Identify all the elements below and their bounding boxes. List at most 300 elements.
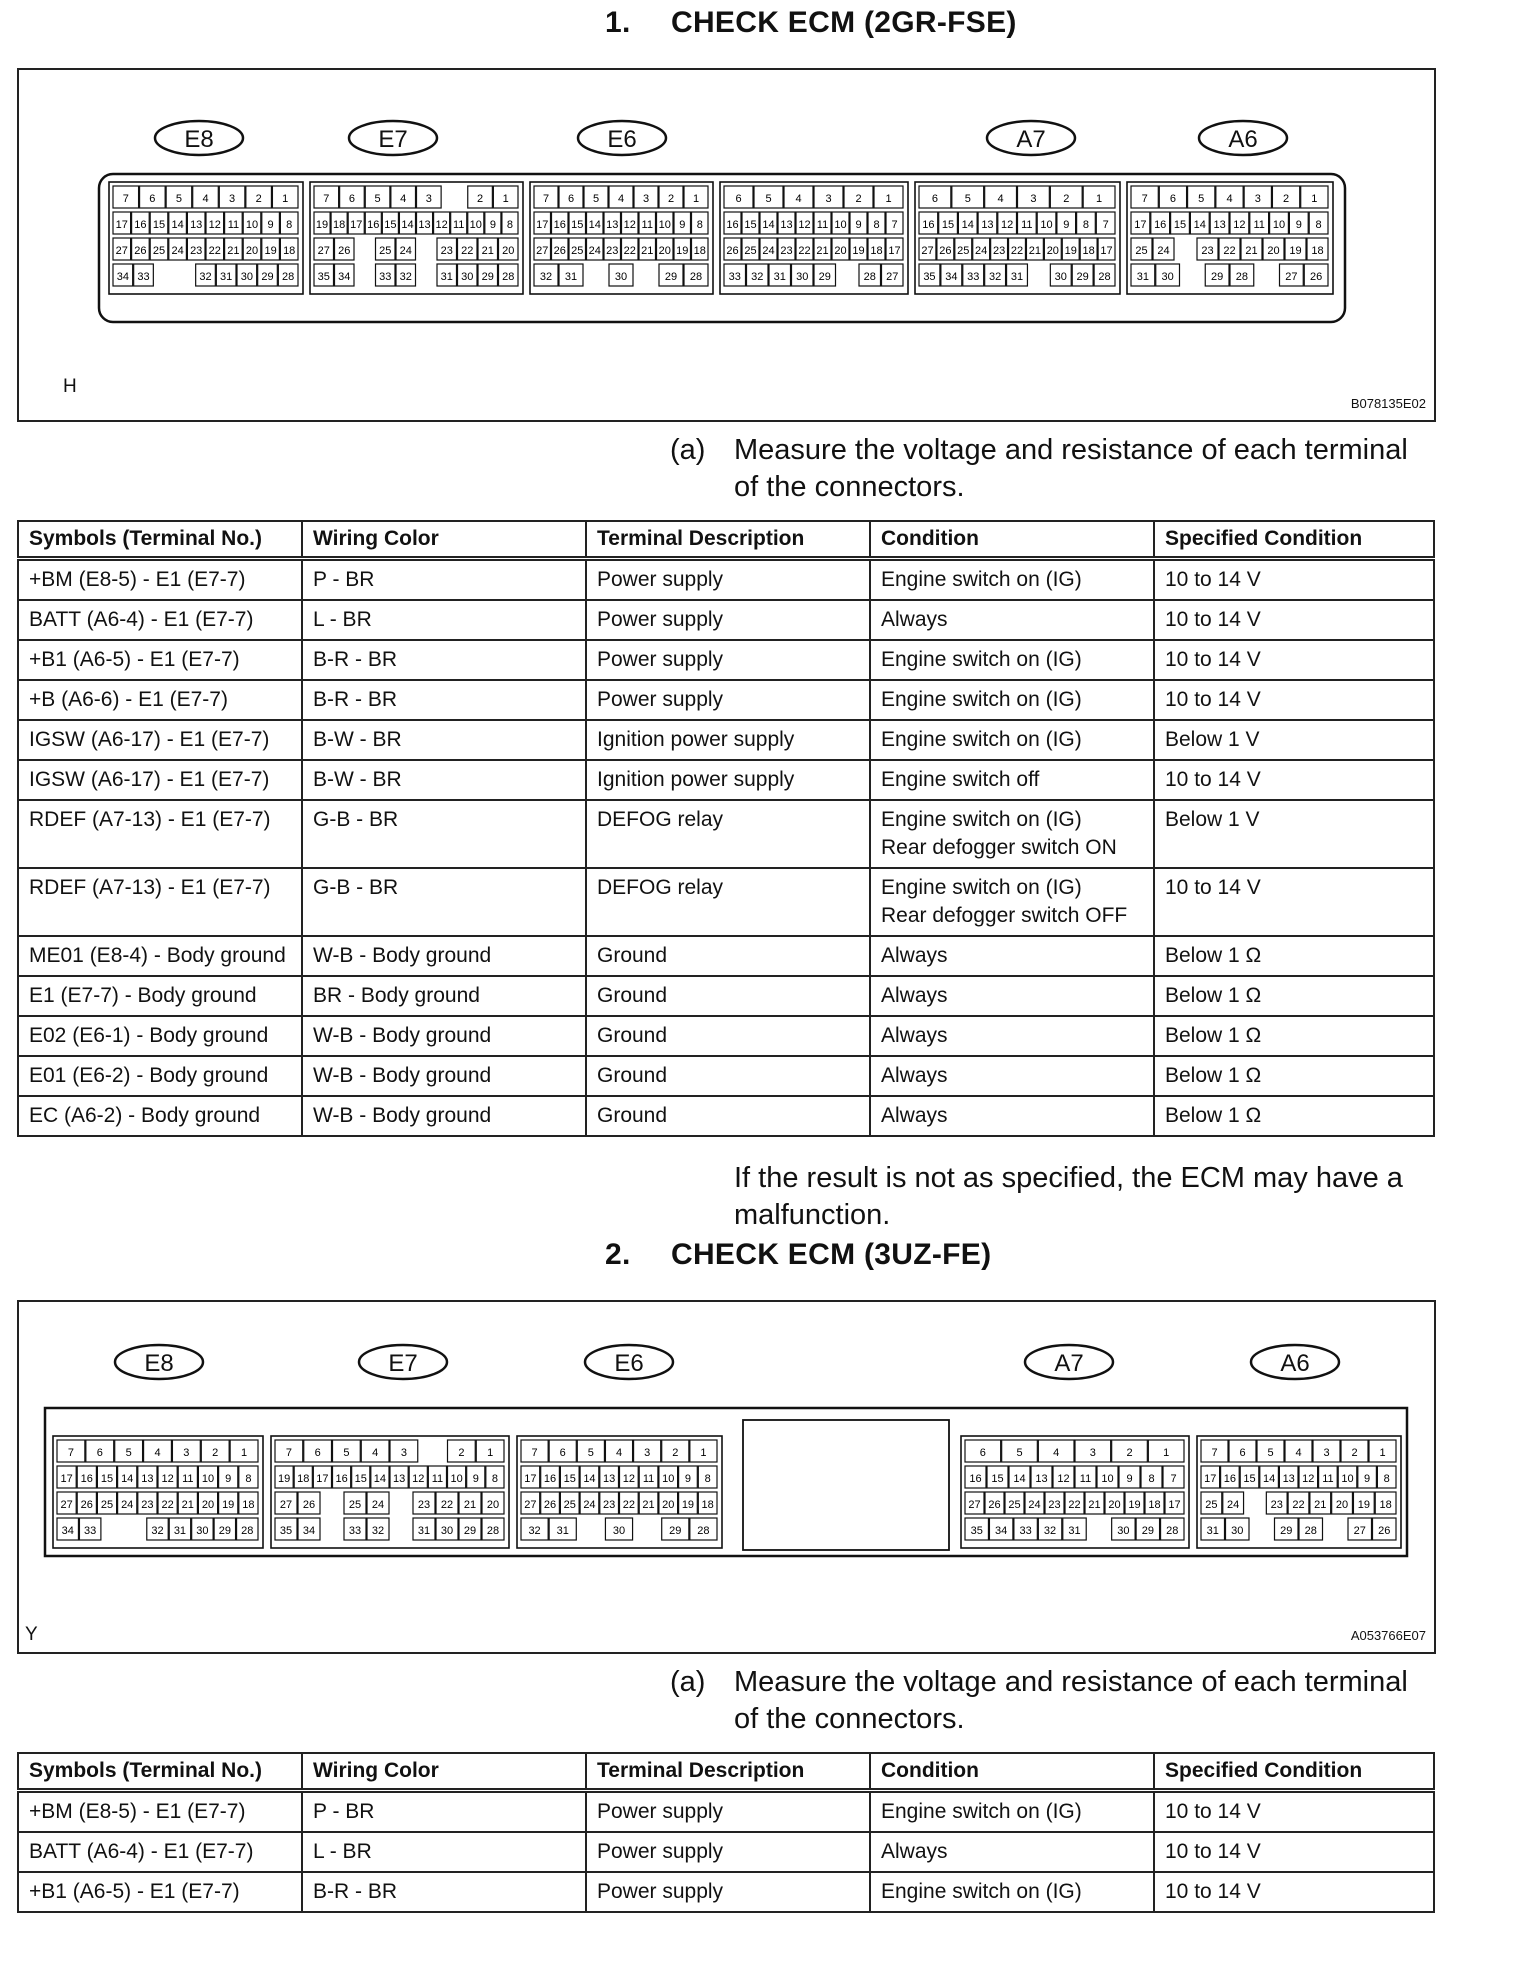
svg-text:31: 31: [556, 1525, 569, 1537]
svg-text:21: 21: [1245, 245, 1258, 257]
svg-text:13: 13: [606, 219, 619, 231]
cell-specified-condition: 10 to 14 V: [1154, 1832, 1434, 1872]
cell-wiring-color: P - BR: [302, 559, 586, 601]
table-row: [18, 1096, 1434, 1136]
svg-text:15: 15: [941, 219, 955, 231]
svg-text:18: 18: [333, 219, 346, 231]
svg-text:21: 21: [1314, 1499, 1327, 1511]
svg-text:19: 19: [676, 245, 689, 257]
svg-text:28: 28: [863, 271, 876, 283]
svg-text:30: 30: [440, 1525, 454, 1537]
cell-symbols: +B1 (A6-5) - E1 (E7-7): [18, 1872, 302, 1912]
svg-text:20: 20: [1267, 245, 1280, 257]
svg-text:25: 25: [1205, 1499, 1218, 1511]
svg-text:14: 14: [588, 219, 601, 231]
step-label: (a): [670, 434, 706, 466]
svg-text:6: 6: [314, 1447, 321, 1459]
svg-text:7: 7: [891, 219, 898, 231]
svg-text:23: 23: [417, 1499, 431, 1511]
cell-wiring-color: W-B - Body ground: [302, 1016, 586, 1056]
svg-text:7: 7: [1170, 1473, 1177, 1485]
svg-text:5: 5: [175, 193, 182, 205]
cell-terminal-description: Ground: [586, 936, 870, 976]
svg-text:12: 12: [412, 1473, 425, 1485]
svg-text:10: 10: [658, 219, 671, 231]
figure-2-letter: Y: [25, 1624, 38, 1645]
figure-1-code: B078135E02: [1350, 396, 1426, 411]
svg-text:23: 23: [606, 245, 619, 257]
cell-specified-condition: Below 1 Ω: [1154, 936, 1434, 976]
svg-text:1: 1: [1096, 193, 1103, 205]
spec-table-2: [17, 1752, 1435, 1913]
svg-text:31: 31: [773, 271, 786, 283]
svg-text:9: 9: [1364, 1473, 1371, 1485]
table-header-row: [18, 1753, 1434, 1791]
cell-terminal-description: Ground: [586, 1096, 870, 1136]
svg-text:7: 7: [1211, 1447, 1218, 1459]
svg-text:28: 28: [689, 271, 703, 283]
svg-text:4: 4: [617, 193, 625, 205]
connector-label-e7: E7: [378, 126, 408, 153]
connector-label-a6: A6: [1228, 126, 1258, 153]
svg-text:7: 7: [1141, 193, 1148, 205]
connector-blank-housing: [743, 1420, 949, 1550]
cell-terminal-description: Power supply: [586, 680, 870, 720]
svg-text:6: 6: [735, 193, 742, 205]
svg-text:34: 34: [338, 271, 351, 283]
cell-terminal-description: Power supply: [586, 1791, 870, 1833]
cell-condition: Engine switch on (IG): [870, 1872, 1154, 1912]
table-row: [18, 1872, 1434, 1912]
svg-text:22: 22: [1068, 1499, 1081, 1511]
svg-text:18: 18: [242, 1499, 255, 1511]
svg-text:8: 8: [704, 1473, 711, 1485]
svg-text:26: 26: [338, 245, 351, 257]
cell-condition: Always: [870, 1016, 1154, 1056]
svg-text:14: 14: [1262, 1473, 1276, 1485]
connector-label-a7: A7: [1016, 126, 1046, 153]
svg-text:24: 24: [1157, 245, 1170, 257]
cell-terminal-description: Power supply: [586, 640, 870, 680]
svg-text:13: 13: [190, 219, 203, 231]
svg-text:1: 1: [885, 193, 892, 205]
svg-text:8: 8: [491, 1473, 498, 1485]
cell-wiring-color: BR - Body ground: [302, 976, 586, 1016]
connector-diagram-2gr: [19, 70, 1434, 420]
svg-text:15: 15: [744, 219, 757, 231]
svg-text:4: 4: [795, 193, 802, 205]
svg-text:30: 30: [614, 271, 628, 283]
svg-text:10: 10: [1040, 219, 1053, 231]
cell-condition: Always: [870, 1832, 1154, 1872]
svg-text:33: 33: [84, 1525, 97, 1537]
svg-text:3: 3: [400, 1447, 407, 1459]
svg-text:17: 17: [1134, 219, 1147, 231]
svg-text:20: 20: [1046, 245, 1059, 257]
svg-text:14: 14: [373, 1473, 387, 1485]
svg-text:24: 24: [1227, 1499, 1240, 1511]
cell-symbols: +B1 (A6-5) - E1 (E7-7): [18, 640, 302, 680]
svg-text:16: 16: [969, 1473, 982, 1485]
svg-text:2: 2: [1351, 1447, 1358, 1459]
svg-text:32: 32: [1043, 1525, 1057, 1537]
svg-text:9: 9: [1126, 1473, 1133, 1485]
svg-text:3: 3: [1323, 1447, 1330, 1459]
svg-text:30: 30: [196, 1525, 209, 1537]
svg-text:27: 27: [1353, 1525, 1366, 1537]
cell-wiring-color: B-R - BR: [302, 640, 586, 680]
cell-wiring-color: B-R - BR: [302, 680, 586, 720]
svg-text:33: 33: [1019, 1525, 1032, 1537]
svg-text:12: 12: [1233, 219, 1246, 231]
cell-specified-condition: 10 to 14 V: [1154, 640, 1434, 680]
cell-terminal-description: Power supply: [586, 1872, 870, 1912]
svg-text:21: 21: [641, 245, 654, 257]
svg-text:30: 30: [240, 271, 253, 283]
svg-text:15: 15: [991, 1473, 1004, 1485]
svg-text:29: 29: [818, 271, 831, 283]
svg-text:15: 15: [384, 219, 397, 231]
svg-text:25: 25: [744, 245, 757, 257]
svg-text:25: 25: [1008, 1499, 1021, 1511]
svg-text:19: 19: [277, 1473, 291, 1485]
connector-label-e8: E8: [184, 126, 214, 153]
svg-text:23: 23: [603, 1499, 616, 1511]
svg-text:6: 6: [979, 1447, 986, 1459]
svg-text:26: 26: [1310, 271, 1323, 283]
cell-wiring-color: G-B - BR: [302, 868, 586, 936]
cell-wiring-color: B-W - BR: [302, 760, 586, 800]
svg-text:3: 3: [1089, 1447, 1096, 1459]
svg-text:26: 26: [134, 245, 147, 257]
svg-text:2: 2: [667, 193, 675, 205]
svg-text:34: 34: [945, 271, 958, 283]
cell-symbols: +BM (E8-5) - E1 (E7-7): [18, 559, 302, 601]
svg-text:24: 24: [762, 245, 775, 257]
svg-text:35: 35: [923, 271, 936, 283]
svg-text:17: 17: [1168, 1499, 1181, 1511]
svg-text:22: 22: [1223, 245, 1236, 257]
svg-text:3: 3: [1030, 193, 1037, 205]
svg-text:6: 6: [96, 1447, 103, 1459]
svg-text:19: 19: [315, 219, 329, 231]
figure-2-code: A053766E07: [1350, 1628, 1426, 1643]
svg-text:17: 17: [115, 219, 128, 231]
svg-text:31: 31: [220, 271, 233, 283]
table-row: [18, 1016, 1434, 1056]
svg-text:25: 25: [348, 1499, 362, 1511]
connector-a7: [915, 182, 1120, 294]
svg-text:5: 5: [1016, 1447, 1023, 1459]
svg-text:11: 11: [642, 1473, 655, 1485]
svg-text:33: 33: [967, 271, 980, 283]
header-wiring-color: Wiring Color: [302, 521, 586, 559]
table-row: [18, 936, 1434, 976]
svg-text:29: 29: [481, 271, 494, 283]
svg-text:4: 4: [1295, 1447, 1302, 1459]
svg-text:7: 7: [285, 1447, 292, 1459]
svg-text:16: 16: [553, 219, 566, 231]
cell-terminal-description: DEFOG relay: [586, 800, 870, 868]
svg-text:4: 4: [615, 1447, 623, 1459]
connector-a7: [961, 1436, 1189, 1548]
cell-symbols: IGSW (A6-17) - E1 (E7-7): [18, 760, 302, 800]
svg-text:24: 24: [121, 1499, 134, 1511]
svg-text:7: 7: [531, 1447, 538, 1459]
svg-text:34: 34: [302, 1525, 316, 1537]
svg-text:32: 32: [151, 1525, 164, 1537]
svg-text:11: 11: [1253, 219, 1265, 231]
svg-text:13: 13: [1035, 1473, 1048, 1485]
section-1-heading: CHECK ECM (2GR-FSE): [671, 6, 1017, 39]
cell-symbols: ME01 (E8-4) - Body ground: [18, 936, 302, 976]
svg-text:4: 4: [154, 1447, 161, 1459]
svg-text:21: 21: [816, 245, 829, 257]
svg-text:29: 29: [1280, 1525, 1293, 1537]
svg-text:9: 9: [472, 1473, 479, 1485]
svg-text:2: 2: [1126, 1447, 1133, 1459]
svg-text:20: 20: [486, 1499, 500, 1511]
svg-text:10: 10: [834, 219, 847, 231]
svg-text:2: 2: [477, 193, 484, 205]
connector-figure-1: [17, 68, 1436, 422]
svg-text:3: 3: [825, 193, 832, 205]
svg-text:24: 24: [975, 245, 988, 257]
svg-text:26: 26: [726, 245, 739, 257]
svg-text:27: 27: [536, 245, 549, 257]
svg-text:10: 10: [1101, 1473, 1114, 1485]
cell-condition: Engine switch on (IG) Rear defogger switch OFF: [870, 868, 1154, 936]
svg-text:26: 26: [988, 1499, 1001, 1511]
table-row: [18, 760, 1434, 800]
connector-label-e6: E6: [607, 126, 637, 153]
svg-text:20: 20: [662, 1499, 675, 1511]
svg-text:31: 31: [564, 271, 578, 283]
cell-wiring-color: B-R - BR: [302, 1872, 586, 1912]
svg-text:25: 25: [100, 1499, 114, 1511]
svg-text:12: 12: [161, 1473, 174, 1485]
svg-text:30: 30: [1231, 1525, 1244, 1537]
svg-text:16: 16: [134, 219, 147, 231]
svg-text:11: 11: [1079, 1473, 1092, 1485]
connector-blank: [720, 182, 908, 294]
svg-text:16: 16: [1154, 219, 1167, 231]
svg-text:12: 12: [435, 219, 448, 231]
svg-text:1: 1: [692, 193, 700, 205]
cell-specified-condition: 10 to 14 V: [1154, 680, 1434, 720]
svg-text:22: 22: [208, 245, 221, 257]
cell-wiring-color: L - BR: [302, 1832, 586, 1872]
cell-condition: Engine switch on (IG) Rear defogger switch ON: [870, 800, 1154, 868]
svg-text:31: 31: [1010, 271, 1024, 283]
svg-text:13: 13: [392, 1473, 406, 1485]
cell-specified-condition: Below 1 Ω: [1154, 1016, 1434, 1056]
svg-text:24: 24: [1028, 1499, 1041, 1511]
cell-terminal-description: Ground: [586, 1056, 870, 1096]
table-row: [18, 1791, 1434, 1833]
svg-text:3: 3: [425, 193, 432, 205]
header-terminal-description: Terminal Description: [586, 521, 870, 559]
svg-text:9: 9: [489, 219, 496, 231]
svg-text:7: 7: [323, 193, 330, 205]
svg-text:15: 15: [100, 1473, 114, 1485]
step-text: Measure the voltage and resistance of each terminal of the connectors.: [734, 434, 1408, 503]
svg-text:10: 10: [245, 219, 259, 231]
spec-table-1-body: [18, 559, 1434, 1137]
svg-text:18: 18: [870, 245, 883, 257]
svg-text:27: 27: [968, 1499, 981, 1511]
connector-e7: [271, 1436, 509, 1548]
cell-specified-condition: 10 to 14 V: [1154, 1791, 1434, 1833]
connector-e6: [517, 1436, 722, 1548]
svg-text:11: 11: [182, 1473, 194, 1485]
svg-text:8: 8: [696, 219, 703, 231]
table-header-row: [18, 521, 1434, 559]
svg-text:9: 9: [1063, 219, 1070, 231]
cell-condition: Engine switch on (IG): [870, 720, 1154, 760]
svg-text:7: 7: [122, 193, 129, 205]
svg-text:23: 23: [1270, 1499, 1283, 1511]
svg-text:3: 3: [229, 193, 236, 205]
connector-label-a7: A7: [1054, 1350, 1084, 1377]
svg-text:20: 20: [245, 245, 259, 257]
svg-text:22: 22: [161, 1499, 174, 1511]
svg-text:2: 2: [212, 1447, 219, 1459]
cell-symbols: RDEF (A7-13) - E1 (E7-7): [18, 800, 302, 868]
svg-text:15: 15: [563, 1473, 576, 1485]
cell-terminal-description: Ignition power supply: [586, 720, 870, 760]
svg-text:17: 17: [1204, 1473, 1217, 1485]
svg-text:10: 10: [450, 1473, 463, 1485]
svg-text:27: 27: [921, 245, 934, 257]
header-specified-condition: Specified Condition: [1154, 1753, 1434, 1791]
cell-specified-condition: Below 1 V: [1154, 720, 1434, 760]
svg-text:29: 29: [664, 271, 678, 283]
svg-text:24: 24: [588, 245, 601, 257]
cell-specified-condition: 10 to 14 V: [1154, 559, 1434, 601]
svg-text:9: 9: [684, 1473, 692, 1485]
svg-text:34: 34: [61, 1525, 74, 1537]
svg-text:6: 6: [567, 193, 575, 205]
cell-condition: Engine switch on (IG): [870, 559, 1154, 601]
svg-text:5: 5: [765, 193, 772, 205]
svg-text:33: 33: [728, 271, 741, 283]
svg-text:17: 17: [1100, 245, 1113, 257]
svg-text:32: 32: [371, 1525, 385, 1537]
spec-table-1: [17, 520, 1435, 1137]
svg-text:6: 6: [348, 193, 355, 205]
svg-text:8: 8: [245, 1473, 252, 1485]
svg-text:1: 1: [1311, 193, 1318, 205]
section-1-step-a: [670, 432, 1414, 506]
svg-text:14: 14: [171, 219, 184, 231]
svg-text:12: 12: [798, 219, 811, 231]
svg-text:2: 2: [458, 1447, 465, 1459]
svg-text:1: 1: [1379, 1447, 1386, 1459]
cell-condition: Engine switch on (IG): [870, 640, 1154, 680]
svg-text:21: 21: [227, 245, 240, 257]
svg-text:22: 22: [622, 1499, 635, 1511]
cell-symbols: BATT (A6-4) - E1 (E7-7): [18, 1832, 302, 1872]
svg-text:23: 23: [1048, 1499, 1061, 1511]
svg-text:12: 12: [1057, 1473, 1070, 1485]
svg-text:29: 29: [669, 1525, 682, 1537]
svg-text:30: 30: [1161, 271, 1174, 283]
svg-text:2: 2: [855, 193, 862, 205]
svg-text:30: 30: [796, 271, 809, 283]
svg-text:24: 24: [171, 245, 184, 257]
svg-text:13: 13: [1282, 1473, 1295, 1485]
connector-a6: [1197, 1436, 1401, 1548]
svg-text:11: 11: [1322, 1473, 1334, 1485]
cell-specified-condition: 10 to 14 V: [1154, 1872, 1434, 1912]
svg-text:24: 24: [399, 245, 412, 257]
cell-specified-condition: Below 1 Ω: [1154, 1096, 1434, 1136]
svg-text:4: 4: [1053, 1447, 1060, 1459]
svg-text:9: 9: [855, 219, 862, 231]
svg-text:22: 22: [623, 245, 636, 257]
svg-text:22: 22: [440, 1499, 454, 1511]
svg-text:5: 5: [1198, 193, 1205, 205]
svg-text:7: 7: [1102, 219, 1109, 231]
svg-text:23: 23: [1201, 245, 1214, 257]
svg-text:23: 23: [992, 245, 1006, 257]
svg-text:16: 16: [922, 219, 935, 231]
svg-text:32: 32: [399, 271, 412, 283]
svg-text:11: 11: [452, 219, 465, 231]
cell-symbols: E01 (E6-2) - Body ground: [18, 1056, 302, 1096]
svg-text:17: 17: [350, 219, 363, 231]
svg-text:17: 17: [524, 1473, 537, 1485]
svg-text:13: 13: [981, 219, 994, 231]
step-text: Measure the voltage and resistance of each terminal of the connectors.: [734, 1666, 1408, 1735]
svg-text:32: 32: [199, 271, 212, 283]
svg-text:14: 14: [121, 1473, 134, 1485]
table-row: [18, 680, 1434, 720]
svg-text:5: 5: [592, 193, 600, 205]
svg-text:14: 14: [1013, 1473, 1026, 1485]
svg-text:29: 29: [1211, 271, 1224, 283]
svg-text:3: 3: [642, 193, 650, 205]
cell-symbols: BATT (A6-4) - E1 (E7-7): [18, 600, 302, 640]
svg-text:26: 26: [302, 1499, 316, 1511]
cell-symbols: E1 (E7-7) - Body ground: [18, 976, 302, 1016]
svg-text:1: 1: [282, 193, 289, 205]
cell-specified-condition: Below 1 Ω: [1154, 976, 1434, 1016]
svg-text:2: 2: [1063, 193, 1070, 205]
svg-text:5: 5: [964, 193, 971, 205]
connector-a6: [1127, 182, 1333, 294]
header-wiring-color: Wiring Color: [302, 1753, 586, 1791]
svg-text:11: 11: [431, 1473, 444, 1485]
svg-text:8: 8: [1148, 1473, 1155, 1485]
svg-text:22: 22: [461, 245, 474, 257]
header-symbols: Symbols (Terminal No.): [18, 521, 302, 559]
svg-text:3: 3: [183, 1447, 190, 1459]
svg-text:16: 16: [1223, 1473, 1237, 1485]
svg-text:30: 30: [461, 271, 474, 283]
svg-text:31: 31: [173, 1525, 187, 1537]
svg-text:4: 4: [997, 193, 1004, 205]
cell-symbols: RDEF (A7-13) - E1 (E7-7): [18, 868, 302, 936]
svg-text:2: 2: [672, 1447, 679, 1459]
cell-terminal-description: Power supply: [586, 600, 870, 640]
svg-text:31: 31: [1136, 271, 1149, 283]
svg-text:21: 21: [481, 245, 494, 257]
svg-text:20: 20: [658, 245, 671, 257]
table-row: [18, 976, 1434, 1016]
svg-text:4: 4: [400, 193, 407, 205]
